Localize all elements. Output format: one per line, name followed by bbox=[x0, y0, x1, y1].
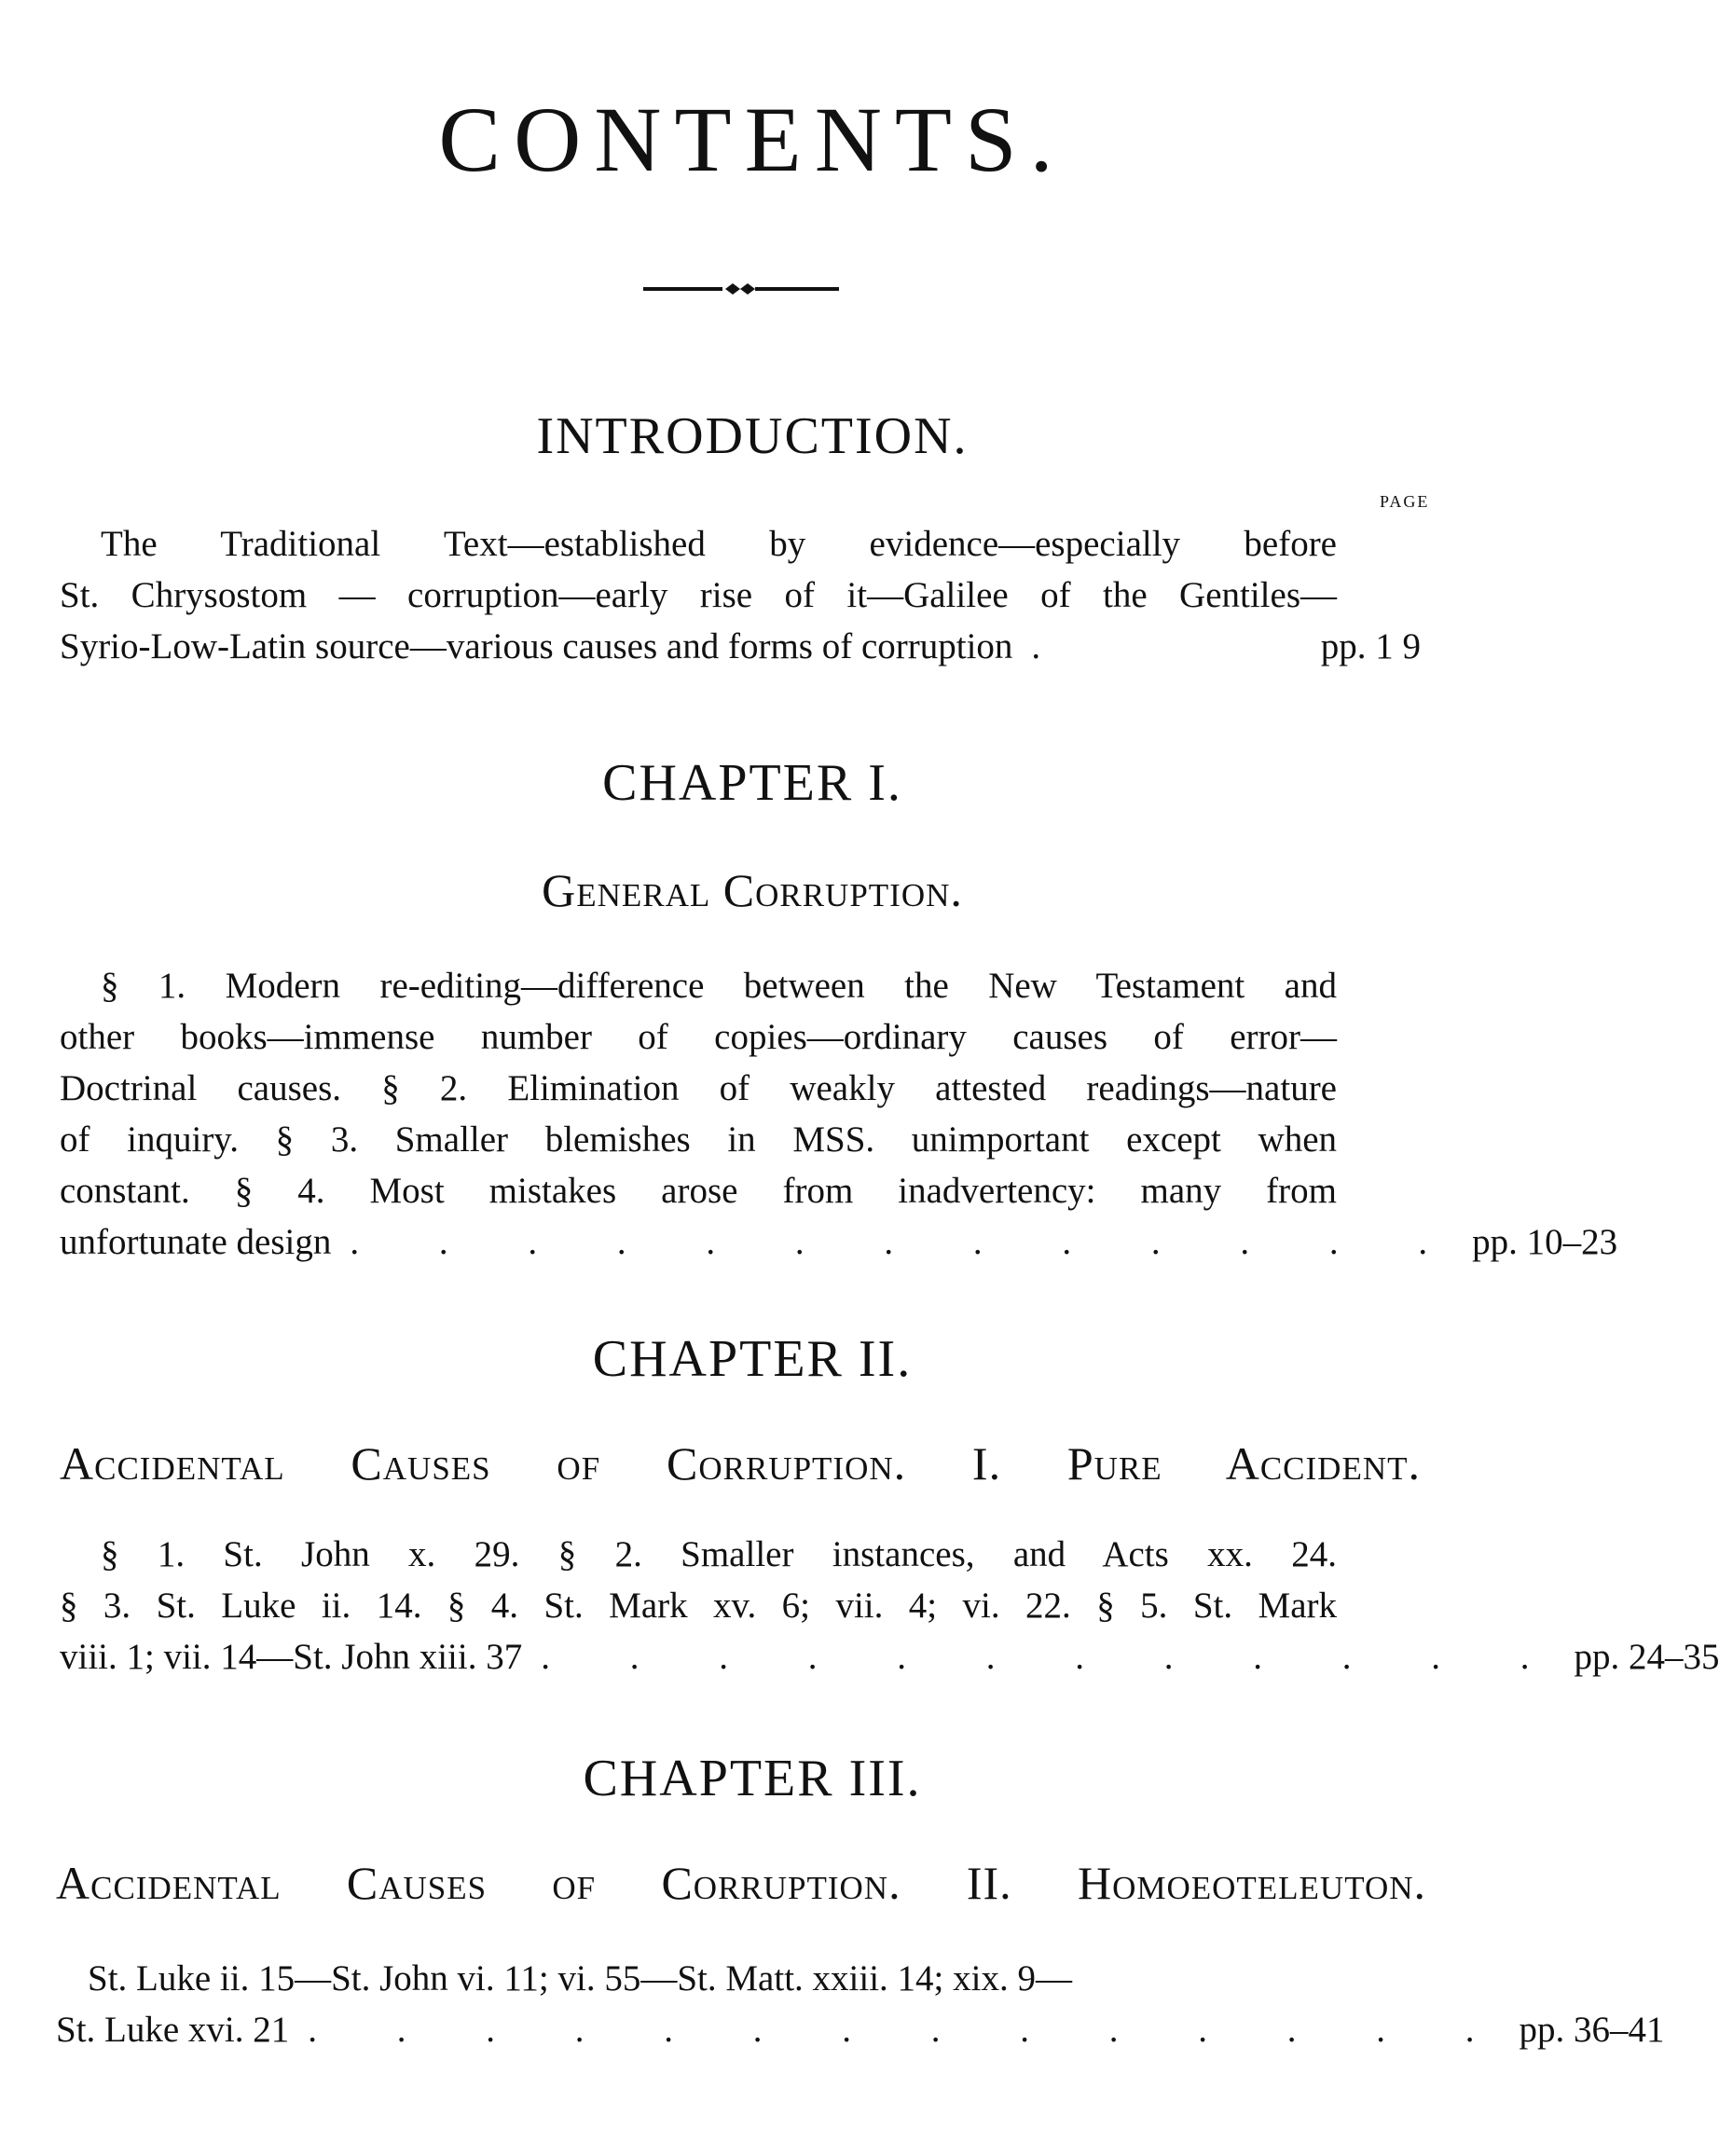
introduction-heading: INTRODUCTION. bbox=[536, 407, 969, 465]
entry-line: St. Luke ii. 15—St. John vi. 11; vi. 55—St. Matt. xxiii. 14; xix. 9— bbox=[88, 1958, 1072, 1998]
page-reference: pp. 24–35 bbox=[1574, 1637, 1719, 1677]
entry-line: St. Luke xvi. 21 bbox=[56, 2010, 290, 2050]
entry-line: § 1. St. John x. 29. § 2. Smaller instances, and Acts xx. 24. bbox=[101, 1534, 1337, 1574]
chapter-2-heading: CHAPTER II. bbox=[592, 1330, 913, 1388]
chapter-1-entry bbox=[60, 960, 1337, 1216]
chapter-3-heading: CHAPTER III. bbox=[583, 1750, 922, 1807]
entry-line: unfortunate design bbox=[60, 1222, 332, 1262]
page-reference: pp. 10–23 bbox=[1472, 1222, 1618, 1262]
chapter-2-last-line bbox=[60, 1631, 1719, 1682]
dot-leader: . bbox=[1031, 626, 1077, 666]
page-column-label: PAGE bbox=[1380, 492, 1430, 511]
entry-line: other books—immense number of copies—ordinary causes of error— bbox=[60, 1017, 1337, 1057]
dot-leader: . . . . . . . . . . . . . bbox=[350, 1222, 1464, 1262]
chapter-3-subtitle: Accidental Causes of Corruption. II. Homoeoteleuton. bbox=[56, 1857, 1426, 1909]
chapter-1-heading: CHAPTER I. bbox=[602, 754, 902, 812]
chapter-2-subtitle: Accidental Causes of Corruption. I. Pure Accident. bbox=[60, 1437, 1421, 1490]
dot-leader: . . . . . . . . . . . . bbox=[541, 1637, 1565, 1677]
chapter-2-entry bbox=[60, 1529, 1337, 1631]
entry-line: Syrio-Low-Latin source—various causes and forms of corruption bbox=[60, 626, 1013, 666]
chapter-1-subtitle: General Corruption. bbox=[542, 864, 963, 916]
page-title: CONTENTS. bbox=[438, 88, 1066, 191]
page-reference: pp. 1 9 bbox=[1320, 626, 1421, 666]
introduction-entry bbox=[60, 518, 1337, 621]
entry-line: of inquiry. § 3. Smaller blemishes in MSS. unimportant except when bbox=[60, 1119, 1337, 1160]
entry-line: constant. § 4. Most mistakes arose from inadvertency: many from bbox=[60, 1171, 1337, 1211]
entry-line: The Traditional Text—established by evidence—especially before bbox=[101, 524, 1337, 564]
introduction-last-line bbox=[60, 621, 1421, 672]
dot-leader: . . . . . . . . . . . . . . bbox=[308, 2010, 1510, 2050]
chapter-3-last-line bbox=[56, 2004, 1665, 2055]
chapter-3-entry bbox=[56, 1953, 1333, 2004]
entry-line: Doctrinal causes. § 2. Elimination of weakly attested readings—nature bbox=[60, 1068, 1337, 1108]
entry-line: § 3. St. Luke ii. 14. § 4. St. Mark xv. 6; vii. 4; vi. 22. § 5. St. Mark bbox=[60, 1586, 1337, 1626]
chapter-1-last-line bbox=[60, 1216, 1618, 1268]
entry-line: St. Chrysostom — corruption—early rise of it—Galilee of the Gentiles— bbox=[60, 575, 1337, 615]
entry-line: viii. 1; vii. 14—St. John xiii. 37 bbox=[60, 1637, 523, 1677]
page-reference: pp. 36–41 bbox=[1519, 2010, 1665, 2050]
entry-line: § 1. Modern re-editing—difference between the New Testament and bbox=[101, 966, 1337, 1006]
ornament-divider bbox=[643, 280, 839, 298]
